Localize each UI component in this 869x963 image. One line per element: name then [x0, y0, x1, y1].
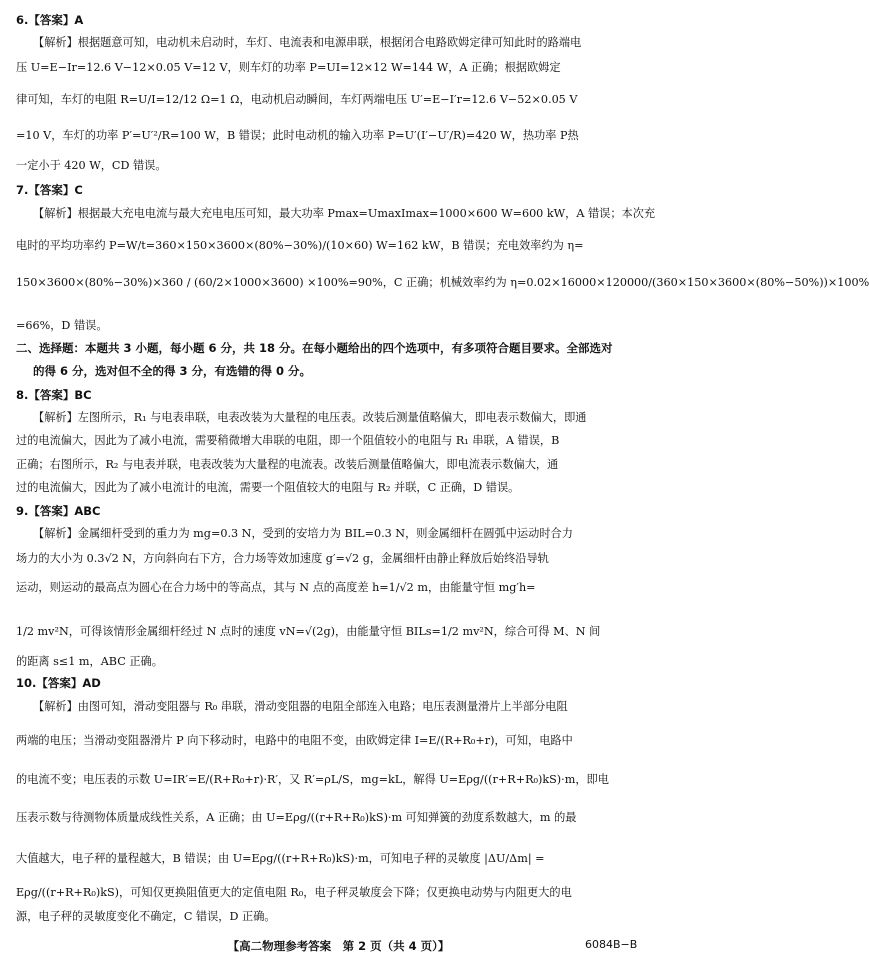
q6-line-1: 【解析】根据题意可知，电动机未启动时，车灯、电流表和电源串联，根据闭合电路欧姆定律可知此时的路端电: [33, 36, 582, 49]
section-2-heading-line-1: 二、选择题：本题共 3 小题，每小题 6 分，共 18 分。在每小题给出的四个选项中，有多项符合题目要求。全部选对: [16, 341, 613, 355]
q10-line-1: 【解析】由图可知，滑动变阻器与 R₀ 串联，滑动变阻器的电阻全部连入电路；电压表测量滑片上半部分电阻: [33, 700, 568, 713]
q9-line-1: 【解析】金属细杆受到的重力为 mg=0.3 N，受到的安培力为 BIL=0.3 N，则金属细杆在圆弧中运动时合力: [33, 527, 573, 540]
q6-answer: 6.【答案】A: [16, 13, 84, 27]
q6-line-3: 律可知，车灯的电阻 R=U/I=12/12 Ω=1 Ω，电动机启动瞬间，车灯两端电压 U′=E−I′r=12.6 V−52×0.05 V: [16, 93, 578, 106]
q7-line-3: 150×3600×(80%−30%)×360 / (60/2×1000×3600) ×100%=90%，C 正确；机械效率约为 η=0.02×16000×120000/(360×150×3600×(80%−50%))×100%: [16, 276, 869, 289]
q6-line-4: =10 V，车灯的功率 P′=U′²/R=100 W，B 错误；此时电动机的输入功率 P=U′(I′−U′/R)=420 W，热功率 P热: [16, 129, 579, 142]
q10-line-7: 源，电子秤的灵敏度变化不确定，C 错误，D 正确。: [16, 910, 276, 923]
q8-line-1: 【解析】左图所示，R₁ 与电表串联，电表改装为大量程的电压表。改装后测量值略偏大，即电表示数偏大，即通: [33, 411, 587, 424]
q8-line-2: 过的电流偏大，因此为了减小电流，需要稍微增大串联的电阻，即一个阻值较小的电阻与 R₁ 串联，A 错误，B: [16, 434, 560, 447]
q10-line-6: Eρg/((r+R+R₀)kS)，可知仅更换阻值更大的定值电阻 R₀，电子秤灵敏度会下降；仅更换电动势与内阻更大的电: [16, 886, 572, 899]
q9-line-2: 场力的大小为 0.3√2 N，方向斜向右下方，合力场等效加速度 g′=√2 g，金属细杆由静止释放后始终沿导轨: [16, 552, 549, 565]
q7-answer: 7.【答案】C: [16, 183, 83, 197]
q6-line-5: 一定小于 420 W，CD 错误。: [16, 159, 167, 172]
q10-line-3: 的电流不变；电压表的示数 U=IR′=E/(R+R₀+r)·R′，又 R′=ρL/S，mg=kL，解得 U=Eρg/((r+R+R₀)kS)·m，即电: [16, 773, 609, 786]
page-footer: 【高二物理参考答案 第 2 页（共 4 页）】: [227, 939, 450, 953]
q9-answer: 9.【答案】ABC: [16, 504, 101, 518]
q10-line-4: 压表示数与待测物体质量成线性关系，A 正确；由 U=Eρg/((r+R+R₀)kS)·m 可知弹簧的劲度系数越大，m 的最: [16, 811, 577, 824]
q8-line-4: 过的电流偏大，因此为了减小电流计的电流，需要一个阻值较大的电阻与 R₂ 并联，C 正确，D 错误。: [16, 481, 520, 494]
q8-line-3: 正确；右图所示，R₂ 与电表并联，电表改装为大量程的电流表。改装后测量值略偏大，即电流表示数偏大，通: [16, 458, 559, 471]
section-2-heading-line-2: 的得 6 分，选对但不全的得 3 分，有选错的得 0 分。: [33, 364, 312, 378]
q9-line-5: 的距离 s≤1 m，ABC 正确。: [16, 655, 163, 668]
q6-line-2: 压 U=E−Ir=12.6 V−12×0.05 V=12 V，则车灯的功率 P=UI=12×12 W=144 W，A 正确；根据欧姆定: [16, 61, 561, 74]
q10-line-2: 两端的电压；当滑动变阻器滑片 P 向下移动时，电路中的电阻不变，由欧姆定律 I=E/(R+R₀+r)，可知，电路中: [16, 734, 573, 747]
q10-answer: 10.【答案】AD: [16, 676, 101, 690]
q9-line-4: 1/2 mv²N，可得该情形金属细杆经过 N 点时的速度 vN=√(2g)，由能量守恒 BILs=1/2 mv²N，综合可得 M、N 间: [16, 625, 601, 638]
document-code: 6084B−B: [585, 938, 638, 951]
q7-line-2: 电时的平均功率约 P=W/t=360×150×3600×(80%−30%)/(10×60) W=162 kW，B 错误；充电效率约为 η=: [16, 239, 584, 252]
q9-line-3: 运动，则运动的最高点为圆心在合力场中的等高点，其与 N 点的高度差 h=1/√2 m，由能量守恒 mg′h=: [16, 581, 536, 594]
q7-line-4: =66%，D 错误。: [16, 319, 108, 332]
q8-answer: 8.【答案】BC: [16, 388, 92, 402]
q10-line-5: 大值越大，电子秤的量程越大，B 错误；由 U=Eρg/((r+R+R₀)kS)·m，可知电子秤的灵敏度 |ΔU/Δm| =: [16, 852, 545, 865]
q7-line-1: 【解析】根据最大充电电流与最大充电电压可知，最大功率 Pmax=UmaxImax=1000×600 W=600 kW，A 错误；本次充: [33, 207, 656, 220]
